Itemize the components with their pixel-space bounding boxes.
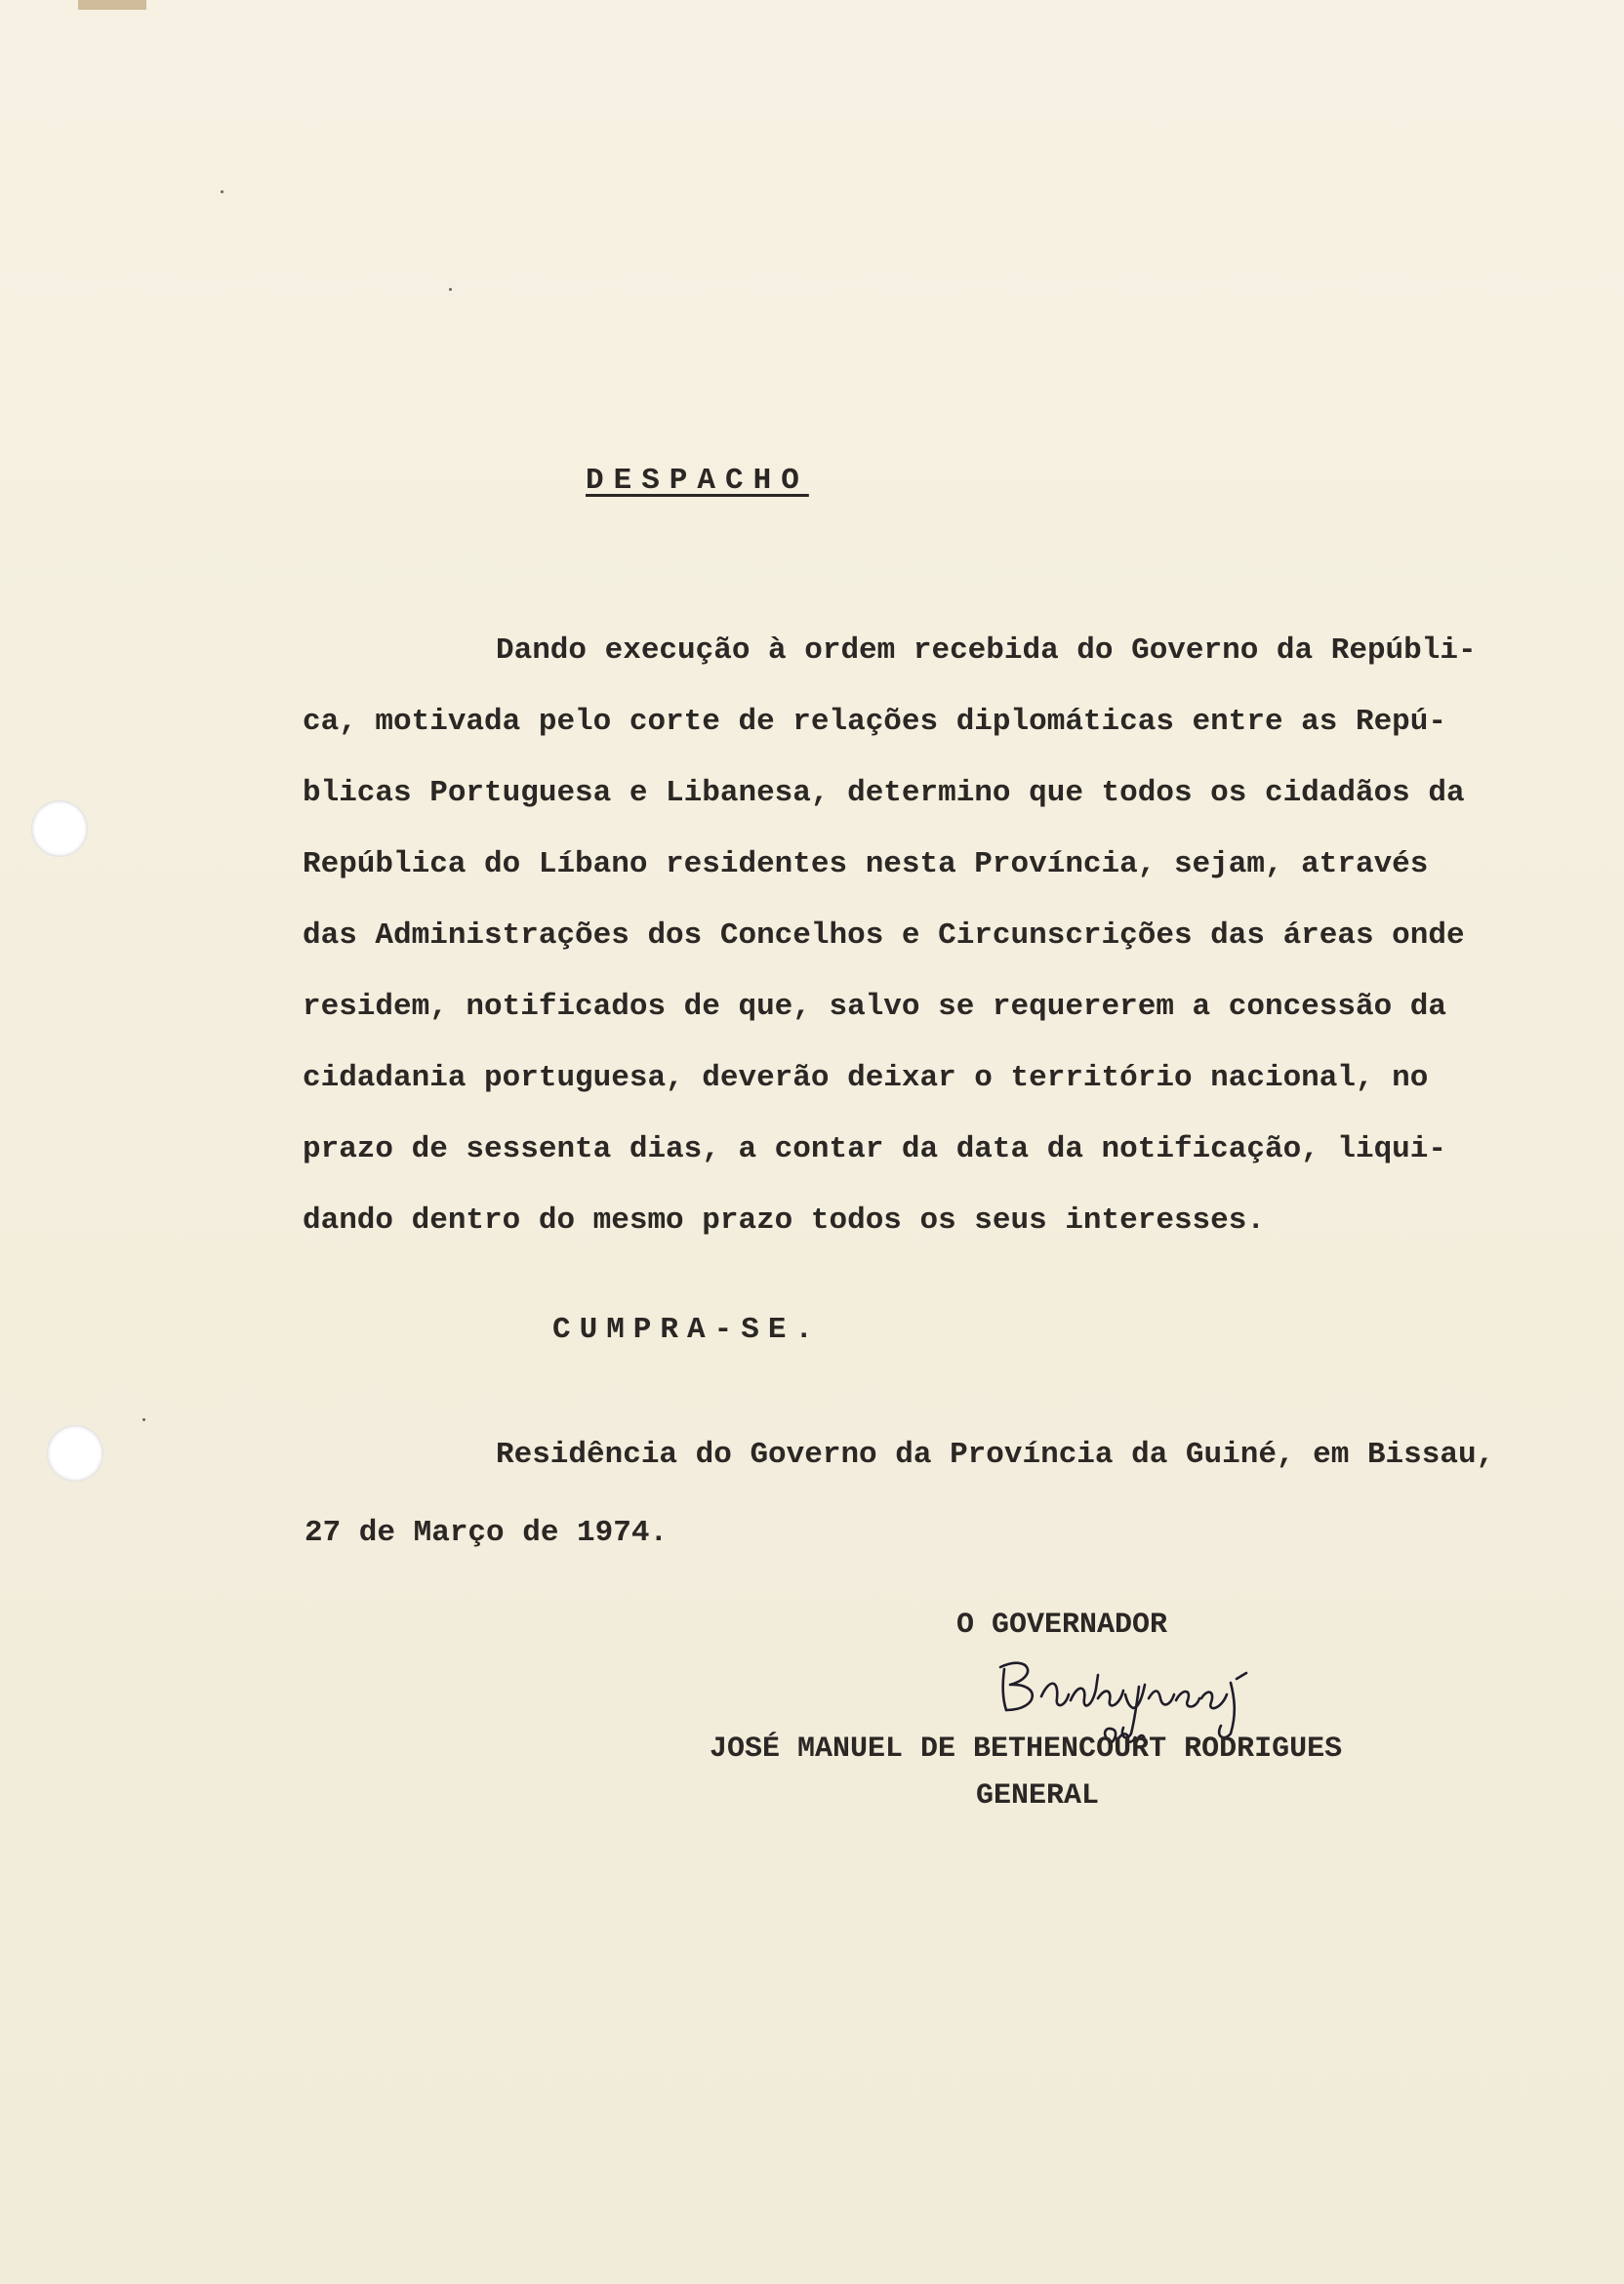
date-line: 27 de Março de 1974. bbox=[304, 1516, 669, 1550]
paper-stain bbox=[78, 0, 146, 10]
body-line: residem, notificados de que, salvo se requererem a concessão da bbox=[303, 990, 1446, 1024]
body-line: Dando execução à ordem recebida do Governo da Repúbli- bbox=[496, 633, 1477, 668]
punch-hole-top bbox=[31, 800, 88, 857]
body-line: das Administrações dos Concelhos e Circunscrições das áreas onde bbox=[303, 918, 1465, 953]
signatory-rank: GENERAL bbox=[976, 1779, 1100, 1813]
place-line: Residência do Governo da Província da Guiné, em Bissau, bbox=[496, 1438, 1495, 1472]
signatory-name: JOSÉ MANUEL DE BETHENCOURT RODRIGUES bbox=[710, 1733, 1343, 1766]
body-line: República do Líbano residentes nesta Província, sejam, através bbox=[303, 847, 1429, 881]
body-line: blicas Portuguesa e Libanesa, determino que todos os cidadãos da bbox=[303, 776, 1465, 810]
ink-speck bbox=[221, 190, 223, 193]
document-body bbox=[303, 615, 1542, 1256]
body-line: dando dentro do mesmo prazo todos os seus interesses. bbox=[303, 1203, 1265, 1238]
document-title: DESPACHO bbox=[586, 464, 809, 498]
closing-order: CUMPRA-SE. bbox=[552, 1313, 823, 1347]
body-line: prazo de sessenta dias, a contar da data da notificação, liqui- bbox=[303, 1132, 1446, 1166]
ink-speck bbox=[449, 288, 452, 291]
punch-hole-bottom bbox=[47, 1425, 103, 1482]
body-line: cidadania portuguesa, deverão deixar o território nacional, no bbox=[303, 1061, 1429, 1095]
signatory-title: O GOVERNADOR bbox=[956, 1609, 1168, 1642]
handwritten-signature bbox=[991, 1640, 1313, 1747]
body-line: ca, motivada pelo corte de relações diplomáticas entre as Repú- bbox=[303, 705, 1446, 739]
ink-speck bbox=[142, 1418, 145, 1421]
